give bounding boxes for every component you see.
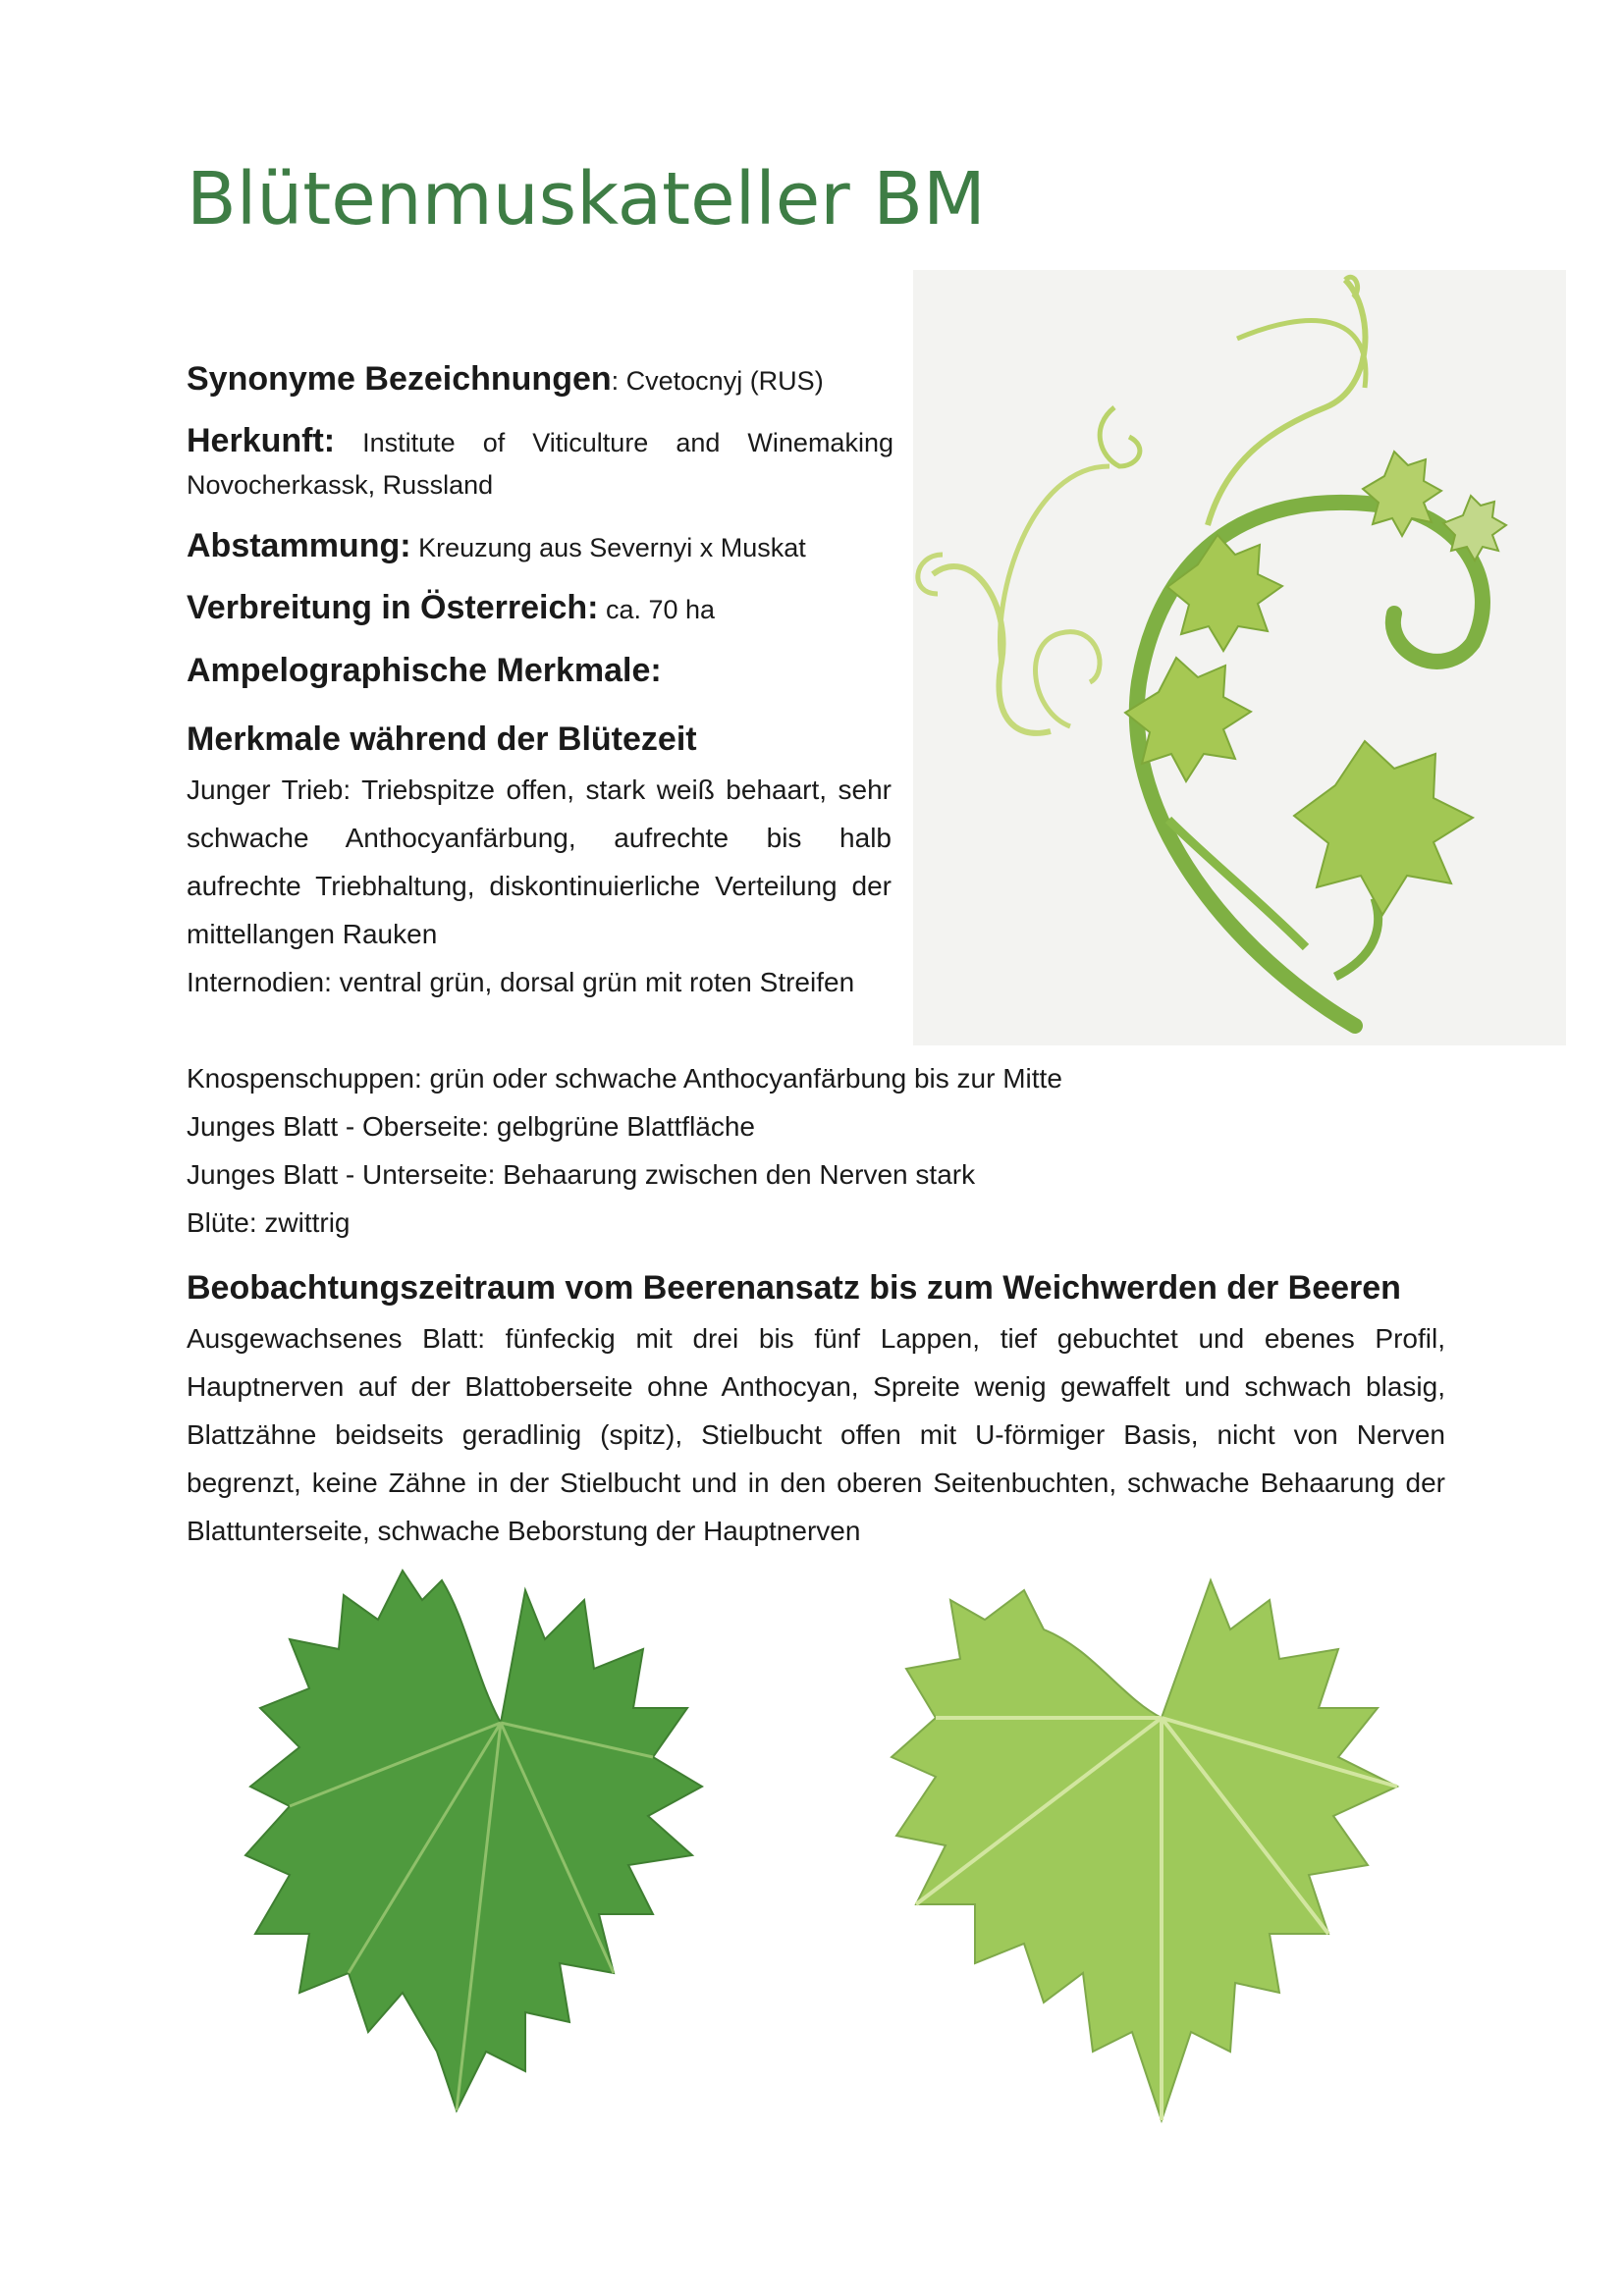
observation-heading: Beobachtungszeitraum vom Beerenansatz bis zum Weichwerden der Beeren [187,1269,1401,1307]
herkunft-label: Herkunft: [187,422,336,459]
internodien-text: Internodien: ventral grün, dorsal grün mit roten Streifen [187,967,855,997]
leaf-upper-side-photo [231,1561,756,2135]
abstammung-field [187,525,893,568]
leaf-under-side-photo [877,1561,1422,2135]
observation-text: Ausgewachsenes Blatt: fünfeckig mit drei bis fünf Lappen, tief gebuchtet und ebenes Profil, Hauptnerven auf der Blattoberseite ohne Anthocyan, Spreite wenig gewaffelt und schwach blasig, Blattzähne beidseits geradlinig (spitz), Stielbucht offen mit U-förmiger Basis, nicht von Nerven begrenzt, keine Zähne in der Stielbucht und in den oberen Seitenbuchten, schwache Behaarung der Blattunterseite, schwache Beborstung der Hauptnerven [187,1323,1445,1546]
knospen-text: Knospenschuppen: grün oder schwache Anthocyanfärbung bis zur Mitte [187,1063,1062,1094]
page-title: Blütenmuskateller BM [187,157,986,241]
herkunft-field [187,420,893,507]
verbreitung-value: ca. 70 ha [605,595,716,624]
abstammung-value: Kreuzung aus Severnyi x Muskat [418,533,806,562]
blatt-ober-text: Junges Blatt - Oberseite: gelbgrüne Blattfläche [187,1111,756,1142]
bloom-heading: Merkmale während der Blütezeit [187,721,697,758]
trieb-text: Junger Trieb: Triebspitze offen, stark weiß behaart, sehr schwache Anthocyanfärbung, aufrechte bis halb aufrechte Triebhaltung, diskontinuierliche Verteilung der mittellangen Rauken [187,774,892,949]
verbreitung-label: Verbreitung in Österreich: [187,589,599,626]
synonyme-field [187,358,893,401]
synonyme-value: : Cvetocnyj (RUS) [611,366,824,396]
bluete-text: Blüte: zwittrig [187,1207,351,1238]
herkunft-value: Institute of Viticulture and Winemaking Novocherkassk, Russland [187,428,893,500]
ampelo-heading: Ampelographische Merkmale: [187,652,662,689]
abstammung-label: Abstammung: [187,527,411,564]
verbreitung-field [187,587,893,630]
synonyme-label: Synonyme Bezeichnungen [187,360,612,398]
blatt-unter-text: Junges Blatt - Unterseite: Behaarung zwischen den Nerven stark [187,1159,976,1190]
shoot-tip-photo [913,270,1566,1045]
